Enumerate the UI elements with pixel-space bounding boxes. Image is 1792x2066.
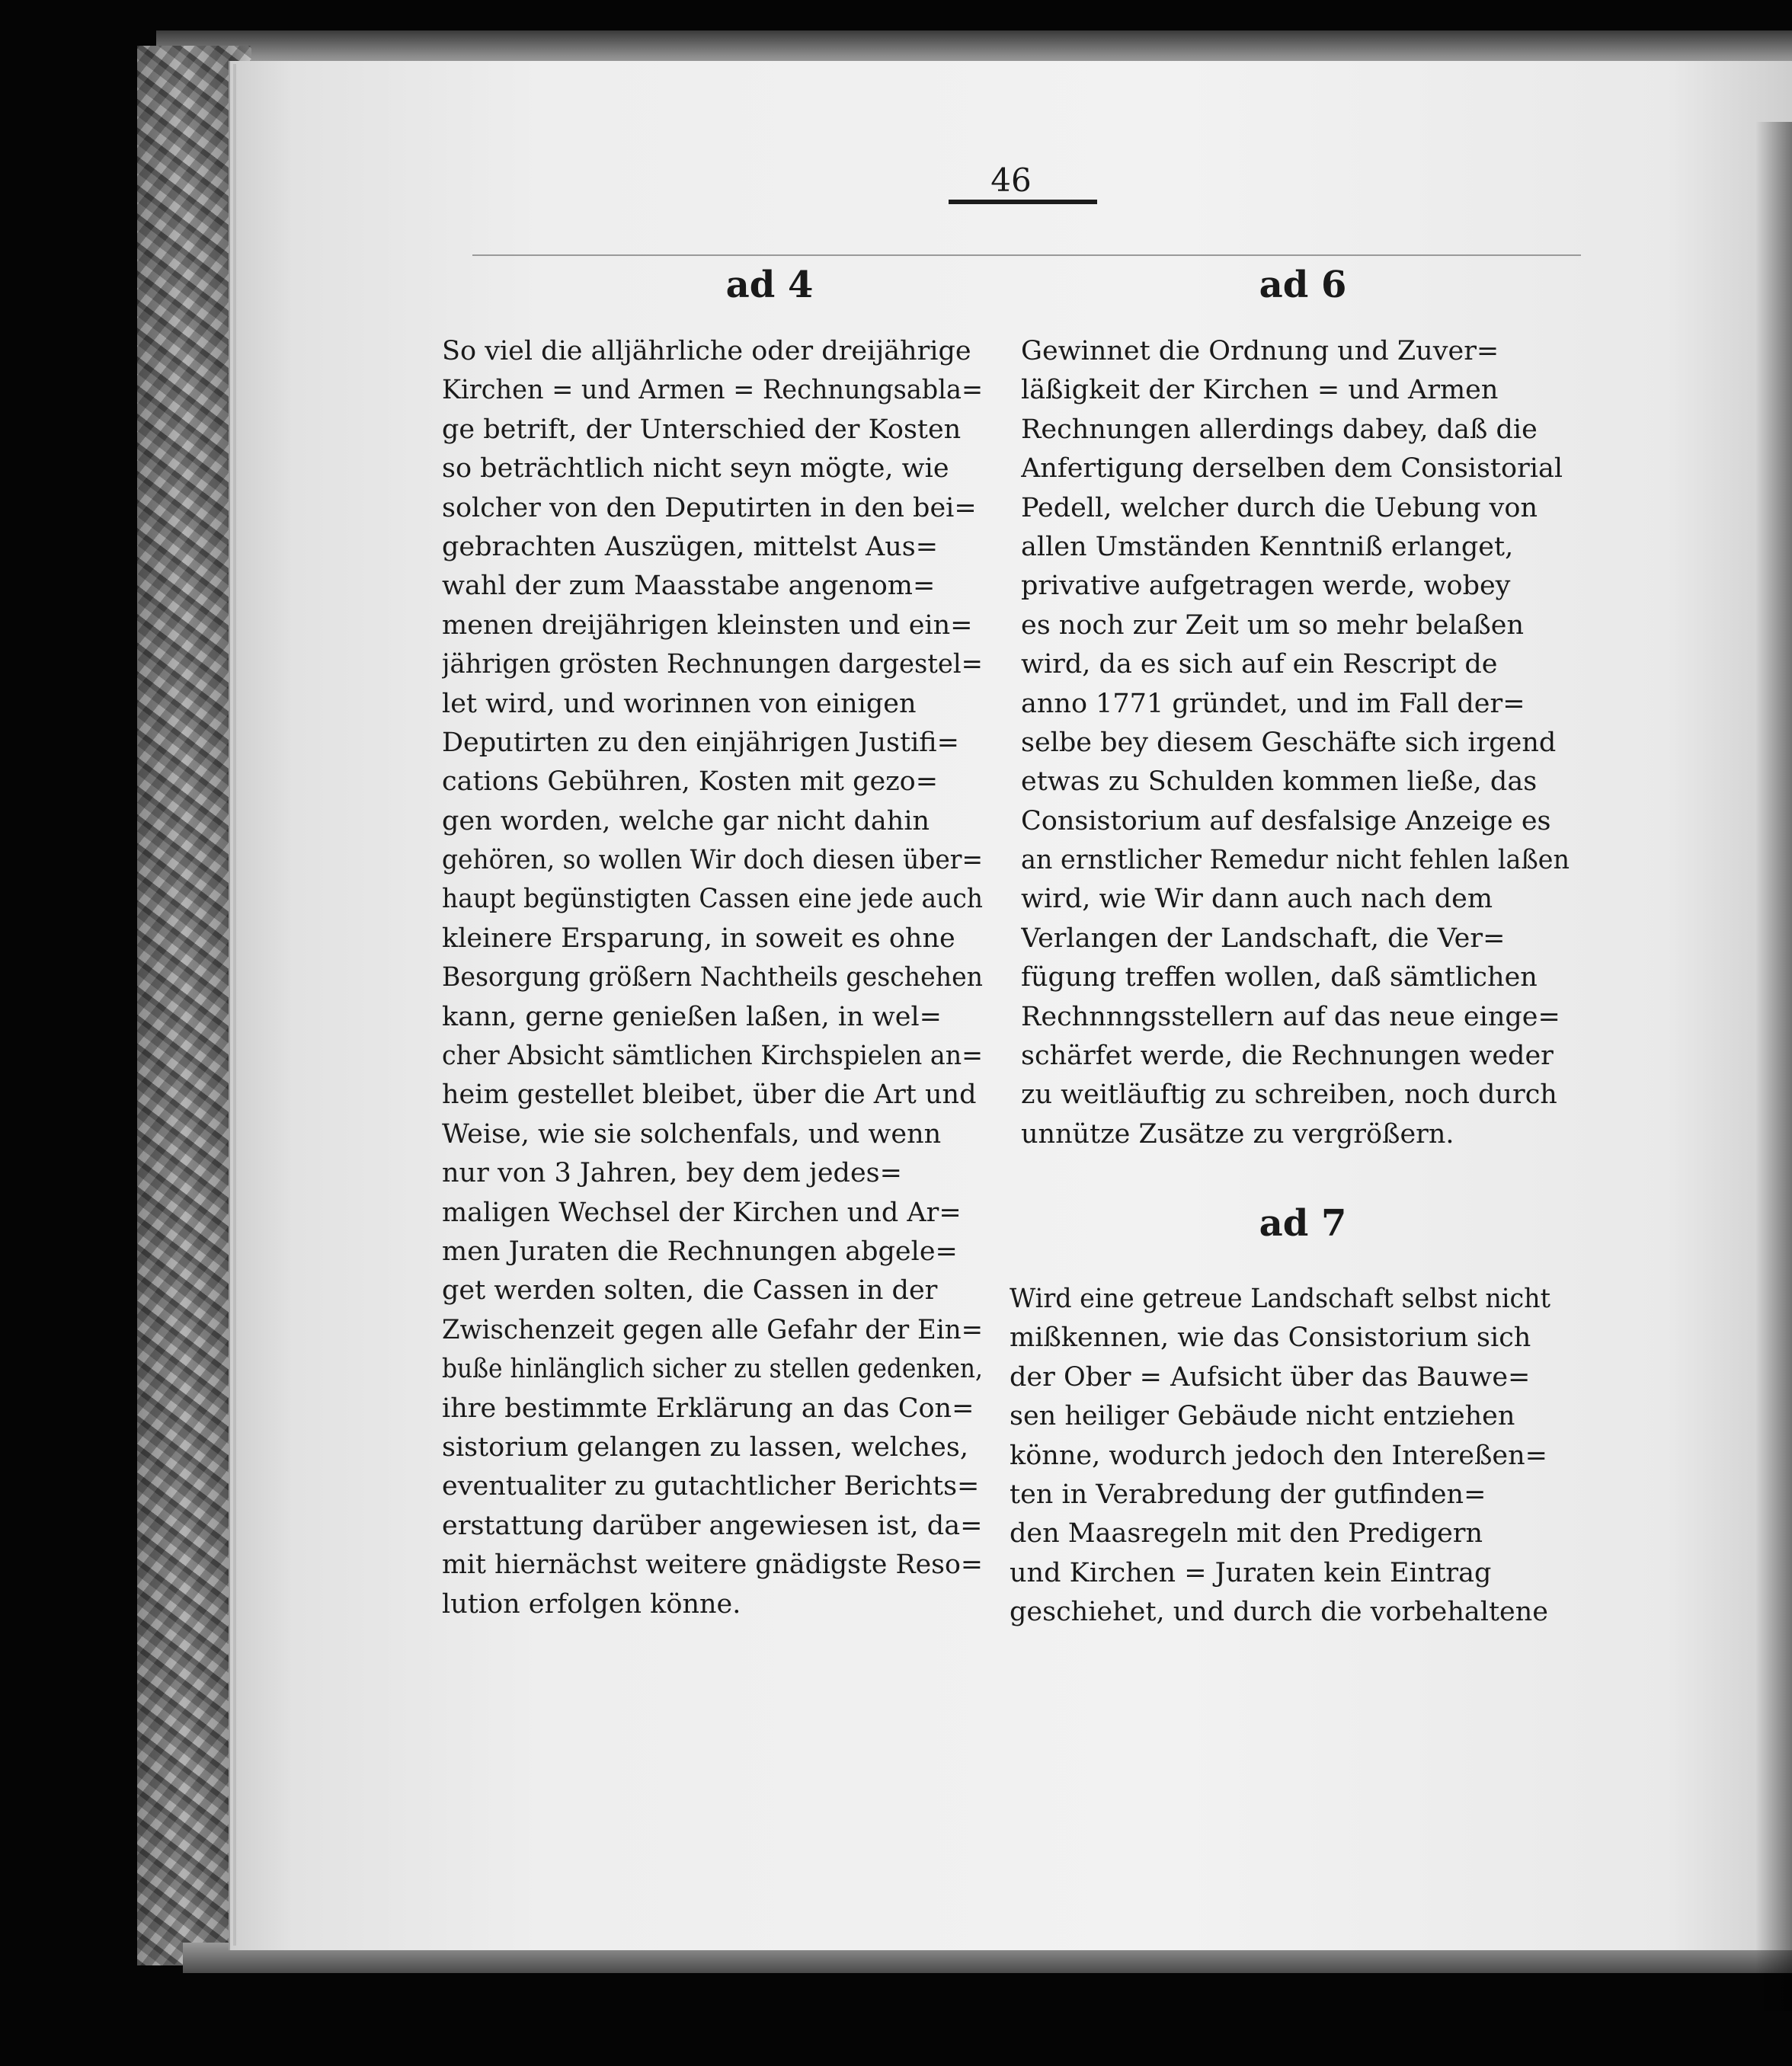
text-line: es noch zur Zeit um so mehr belaßen: [1021, 609, 1525, 641]
text-line: maligen Wechsel der Kirchen und Ar=: [442, 1197, 962, 1228]
text-line: Deputirten zu den einjährigen Justifi=: [442, 727, 959, 758]
text-line: kleinere Ersparung, in soweit es ohne: [442, 923, 955, 954]
heading-ad-7: ad 7: [1259, 1202, 1347, 1245]
text-line: solcher von den Deputirten in den bei=: [442, 492, 977, 523]
text-line: haupt begünstigten Cassen eine jede auch: [442, 884, 983, 915]
gutter-shadow: [1755, 122, 1792, 2011]
text-line: Kirchen = und Armen = Rechnungsabla=: [442, 375, 983, 406]
text-line: gehören, so wollen Wir doch diesen über=: [442, 845, 983, 876]
text-line: sen heiliger Gebäude nicht entziehen: [1010, 1401, 1515, 1432]
text-line: get werden solten, die Cassen in der: [442, 1275, 938, 1306]
text-line: gen worden, welche gar nicht dahin: [442, 805, 930, 836]
page-number: 46: [990, 162, 1032, 199]
text-line: den Maasregeln mit den Predigern: [1010, 1518, 1483, 1550]
text-line: an ernstlicher Remedur nicht fehlen laßen: [1021, 845, 1570, 876]
text-line: Zwischenzeit gegen alle Gefahr der Ein=: [442, 1314, 983, 1345]
text-line: nur von 3 Jahren, bey dem jedes=: [442, 1158, 902, 1189]
text-line: allen Umständen Kenntniß erlanget,: [1021, 531, 1514, 562]
text-line: so beträchtlich nicht seyn mögte, wie: [442, 453, 949, 485]
text-line: erstattung darüber angewiesen ist, da=: [442, 1510, 983, 1541]
text-line: Pedell, welcher durch die Uebung von: [1021, 492, 1538, 523]
heading-ad-6: ad 6: [1259, 264, 1347, 306]
text-line: schärfet werde, die Rechnungen weder: [1021, 1041, 1554, 1072]
text-line: cher Absicht sämtlichen Kirchspielen an=: [442, 1041, 983, 1072]
column-ad-4: [442, 332, 983, 1624]
text-line: Rechnnngsstellern auf das neue einge=: [1021, 1001, 1560, 1032]
text-line: wird, wie Wir dann auch nach dem: [1021, 884, 1493, 915]
text-line: mit hiernächst weitere gnädigste Reso=: [442, 1550, 983, 1581]
text-line: ihre bestimmte Erklärung an das Con=: [442, 1393, 974, 1424]
text-line: So viel die alljährliche oder dreijährige: [442, 336, 971, 366]
text-line: selbe bey diesem Geschäfte sich irgend: [1021, 727, 1557, 758]
text-line: etwas zu Schulden kommen ließe, das: [1021, 766, 1538, 798]
text-line: Consistorium auf desfalsige Anzeige es: [1021, 805, 1551, 836]
text-line: läßigkeit der Kirchen = und Armen: [1021, 375, 1499, 406]
text-line: heim gestellet bleibet, über die Art und: [442, 1079, 977, 1111]
text-line: könne, wodurch jedoch den Intereßen=: [1010, 1440, 1547, 1471]
text-line: der Ober = Aufsicht über das Bauwe=: [1010, 1361, 1531, 1393]
text-line: Wird eine getreue Landschaft selbst nicht: [1010, 1284, 1550, 1314]
text-line: Rechnungen allerdings dabey, daß die: [1021, 414, 1538, 445]
text-line: gebrachten Auszügen, mittelst Aus=: [442, 531, 939, 562]
text-line: menen dreijährigen kleinsten und ein=: [442, 609, 973, 641]
text-line: privative aufgetragen werde, wobey: [1021, 571, 1511, 602]
text-line: Weise, wie sie solchenfals, und wenn: [442, 1118, 942, 1150]
text-line: mißkennen, wie das Consistorium sich: [1010, 1322, 1531, 1354]
page-edge: [233, 64, 236, 1946]
text-line: unnütze Zusätze zu vergrößern.: [1021, 1118, 1454, 1150]
text-line: Verlangen der Landschaft, die Ver=: [1021, 923, 1506, 954]
text-line: kann, gerne genießen laßen, in wel=: [442, 1001, 942, 1032]
text-line: wird, da es sich auf ein Rescript de: [1021, 649, 1498, 680]
text-line: let wird, und worinnen von einigen: [442, 688, 917, 719]
page-number-rule: [949, 200, 1097, 204]
column-ad-6: [1021, 332, 1570, 1154]
text-line: wahl der zum Maasstabe angenom=: [442, 571, 936, 602]
text-line: geschiehet, und durch die vorbehaltene: [1010, 1597, 1549, 1628]
text-line: fügung treffen wollen, daß sämtlichen: [1021, 962, 1538, 993]
text-line: cations Gebühren, Kosten mit gezo=: [442, 766, 939, 798]
text-line: lution erfolgen könne.: [442, 1588, 741, 1620]
text-line: anno 1771 gründet, und im Fall der=: [1021, 688, 1525, 719]
text-line: Gewinnet die Ordnung und Zuver=: [1021, 336, 1499, 366]
heading-ad-4: ad 4: [725, 264, 814, 306]
text-line: Anfertigung derselben dem Consistorial: [1021, 453, 1563, 485]
text-line: sistorium gelangen zu lassen, welches,: [442, 1431, 968, 1463]
text-line: ge betrift, der Unterschied der Kosten: [442, 414, 962, 445]
text-line: men Juraten die Rechnungen abgele=: [442, 1236, 958, 1267]
text-line: Besorgung größern Nachtheils geschehen: [442, 962, 983, 993]
column-ad-7: [1010, 1280, 1550, 1633]
text-line: zu weitläuftig zu schreiben, noch durch: [1021, 1079, 1557, 1111]
text-line: jährigen grösten Rechnungen dargestel=: [442, 649, 983, 680]
text-line: eventualiter zu gutachtlicher Berichts=: [442, 1471, 980, 1502]
text-line: und Kirchen = Juraten kein Eintrag: [1010, 1557, 1492, 1588]
text-line: ten in Verabredung der gutfinden=: [1010, 1479, 1486, 1510]
text-line: buße hinlänglich sicher zu stellen gedenken,: [442, 1354, 983, 1385]
header-rule: [472, 254, 1581, 256]
